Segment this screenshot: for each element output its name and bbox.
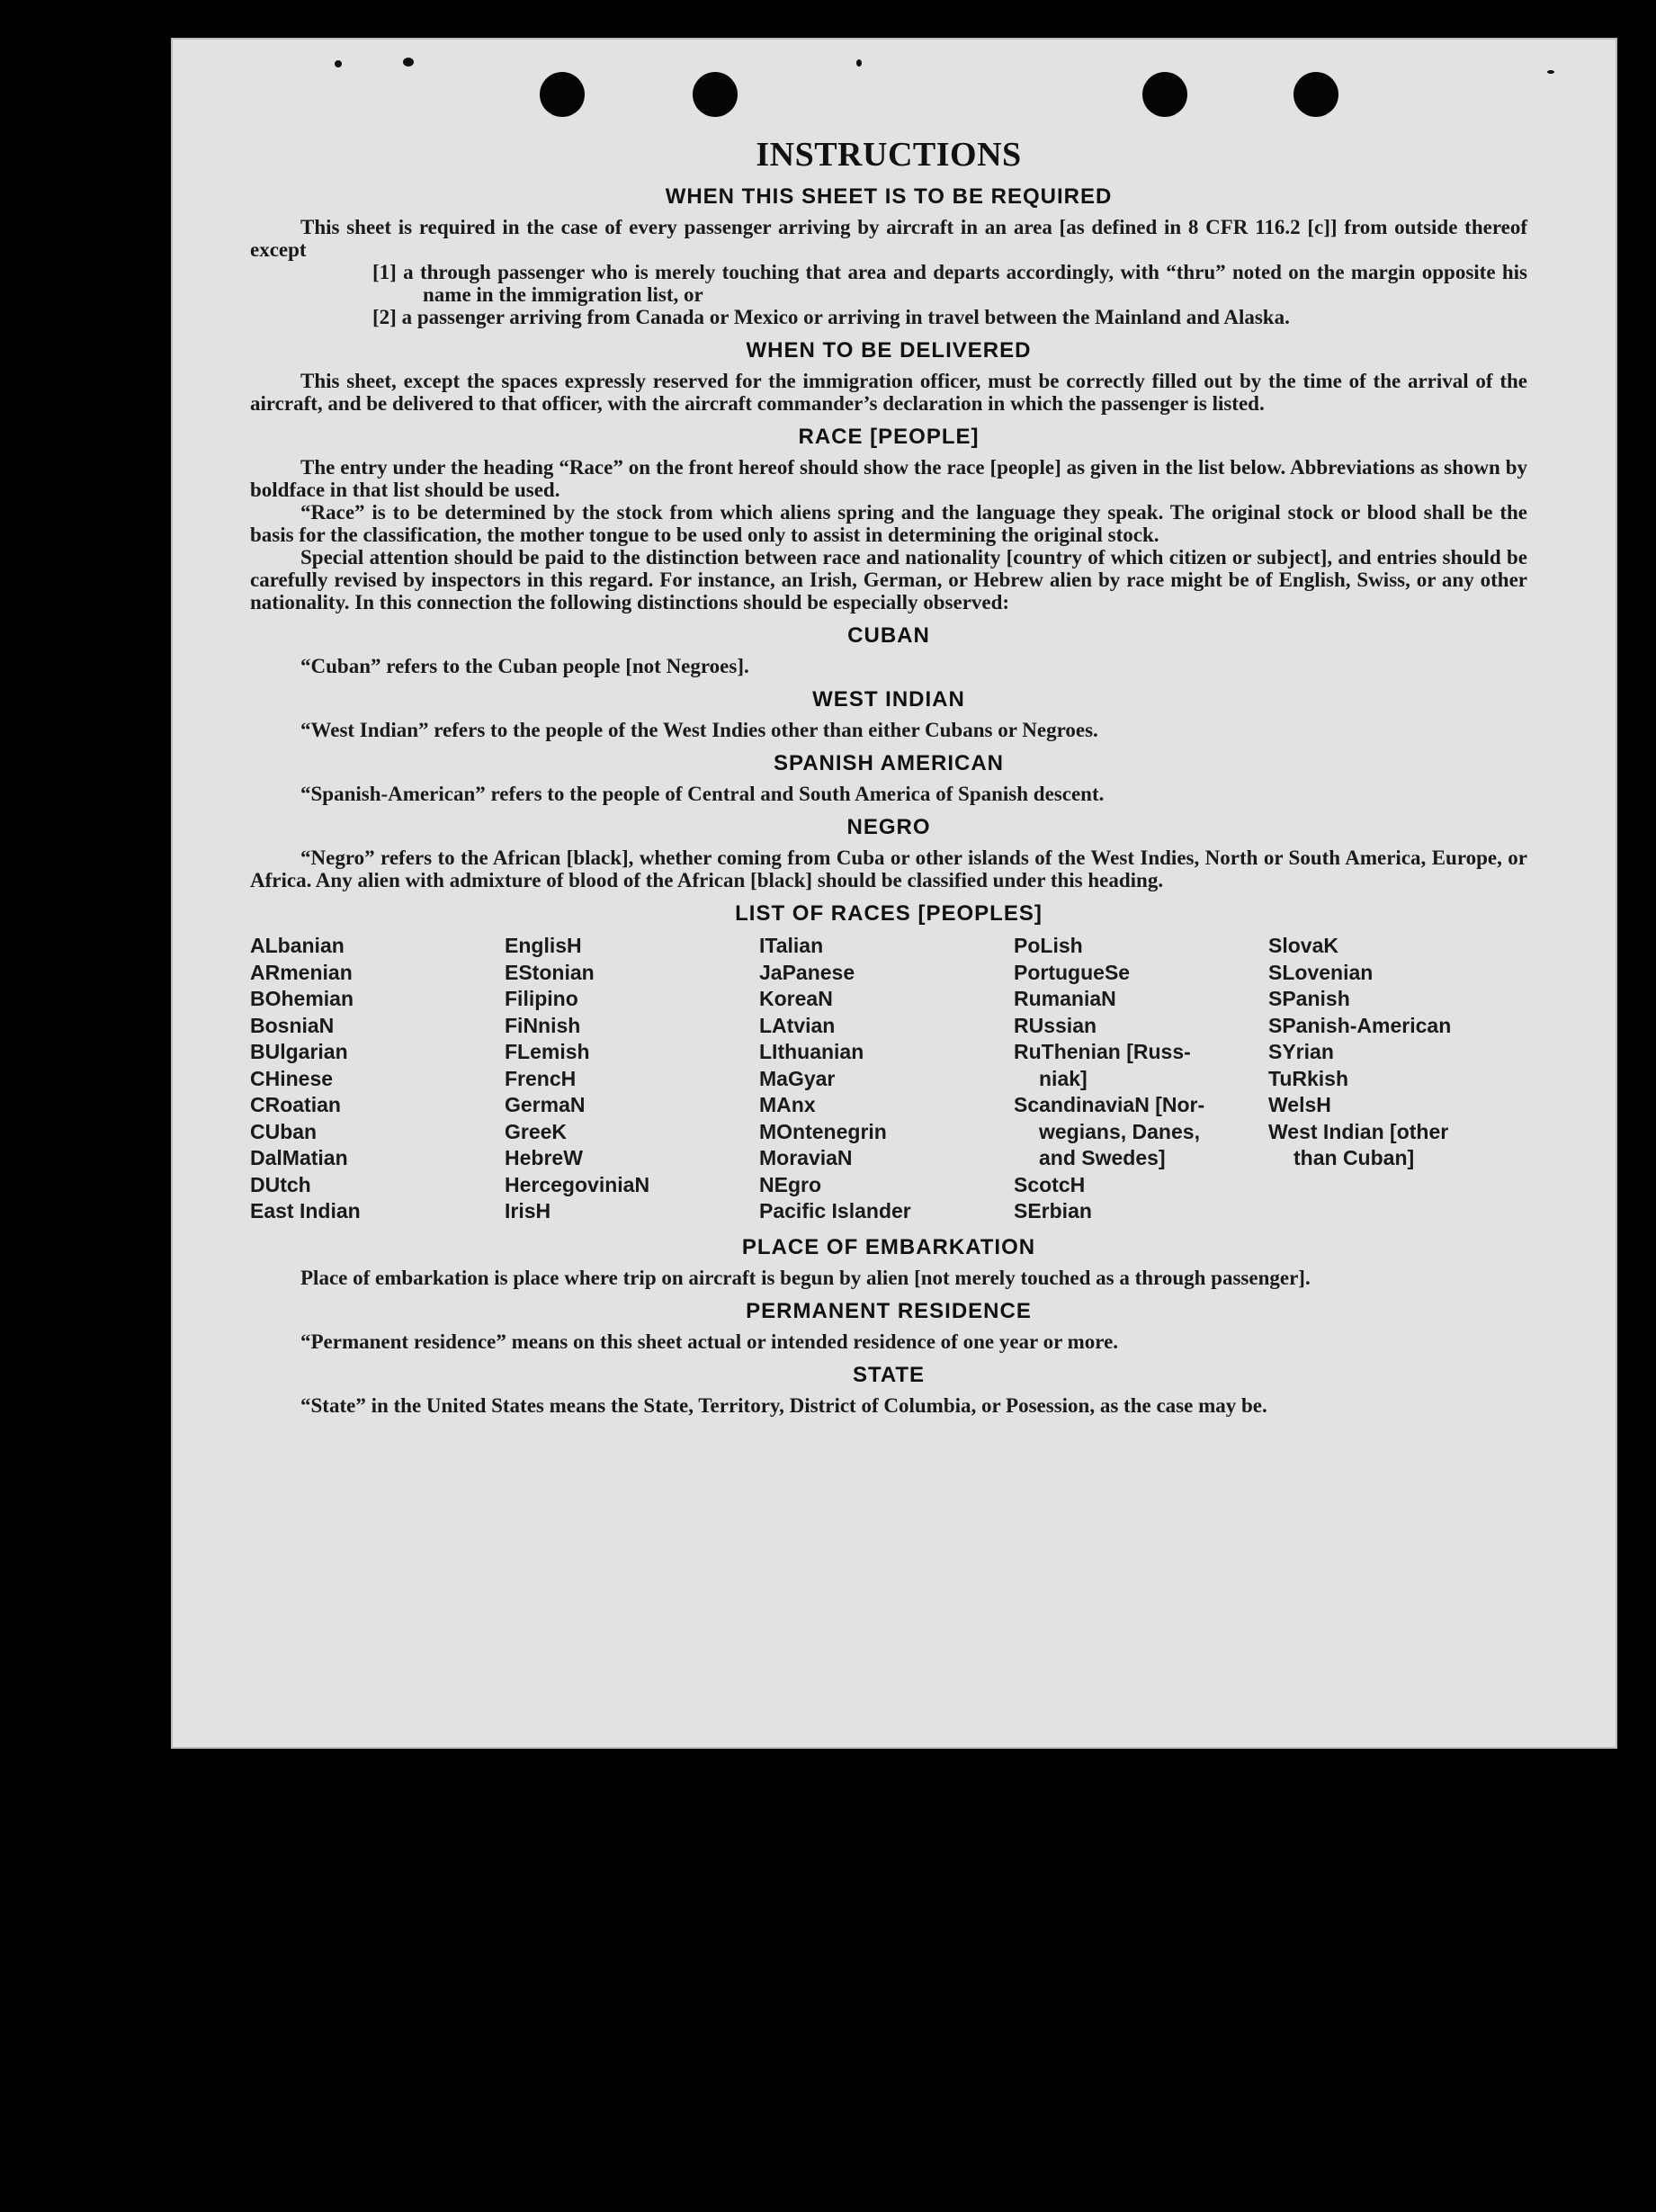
race-item-continuation: niak] — [1039, 1066, 1088, 1090]
residence-text: “Permanent residence” means on this sheet actual or intended residence of one year or more. — [300, 1330, 1119, 1353]
race-item: HebreW — [505, 1146, 583, 1169]
race-item: CHinese — [250, 1066, 334, 1090]
races-column — [250, 933, 505, 1225]
race-item: GermaN — [505, 1093, 586, 1116]
race-item: EnglisH — [505, 934, 582, 957]
race-item: SLovenian — [1268, 960, 1374, 984]
race-item: JaPanese — [759, 960, 855, 984]
race-item: BosniaN — [250, 1013, 335, 1037]
races-column — [1014, 933, 1268, 1225]
race-item: SPanish — [1268, 987, 1350, 1010]
race-item: BOhemian — [250, 987, 354, 1010]
race-item: CUban — [250, 1119, 318, 1143]
race-paragraph: “Race” is to be determined by the stock from which aliens spring and the language they speak. The original stock or blood shall be the basis for the classification, the mother tongue to be used only to assist in determining the original stock. — [250, 501, 1527, 546]
race-item: MAnx — [759, 1093, 816, 1116]
page-title: INSTRUCTIONS — [756, 136, 1022, 174]
race-item: ARmenian — [250, 960, 353, 984]
race-item: TuRkish — [1268, 1066, 1349, 1090]
race-item: MOntenegrin — [759, 1119, 887, 1143]
race-item: LAtvian — [759, 1013, 836, 1037]
heading-west-indian: WEST INDIAN — [812, 687, 965, 712]
race-item: ITalian — [759, 934, 824, 957]
race-paragraph: The entry under the heading “Race” on the front hereof should show the race [people] as given in the list below. Abbreviations as shown by boldface in that list should be used. — [250, 456, 1527, 501]
races-column — [505, 933, 759, 1225]
heading-delivered: WHEN TO BE DELIVERED — [746, 338, 1032, 363]
delivered-text: This sheet, except the spaces expressly reserved for the immigration officer, must be correctly filled out by the time of the arrival of the aircraft, and be delivered to that officer, with the aircraft commander’s declaration in which the passenger is listed. — [250, 370, 1527, 415]
race-item: LIthuanian — [759, 1040, 864, 1063]
exception-item: [1] a through passenger who is merely touching that area and departs accordingly, with “thru” noted on the margin opposite his name in the immigration list, or — [372, 261, 1527, 306]
race-item: SPanish-American — [1268, 1013, 1452, 1037]
heading-negro: NEGRO — [846, 815, 931, 839]
race-item: ScotcH — [1014, 1172, 1086, 1196]
speck — [403, 58, 414, 67]
speck — [335, 60, 342, 67]
race-item-continuation: wegians, Danes, — [1039, 1119, 1200, 1143]
race-item: WelsH — [1268, 1093, 1331, 1116]
heading-spanish-american: SPANISH AMERICAN — [773, 751, 1004, 775]
race-item: CRoatian — [250, 1093, 341, 1116]
heading-list-of-races: LIST OF RACES [PEOPLES] — [735, 901, 1043, 926]
race-paragraph: Special attention should be paid to the distinction between race and nationality [country of which citizen or subject], and entries should be carefully revised by inspectors in this regard. For instance, an Irish, German, or Hebrew alien by race might be of English, Swiss, or any other nationality. In this connection the following distinctions should be especially observed: — [250, 546, 1527, 613]
race-item: KoreaN — [759, 987, 833, 1010]
race-item: Filipino — [505, 987, 578, 1010]
cuban-text: “Cuban” refers to the Cuban people [not Negroes]. — [300, 655, 749, 677]
races-column — [759, 933, 1014, 1225]
exception-item: [2] a passenger arriving from Canada or Mexico or arriving in travel between the Mainland and Alaska. — [372, 306, 1290, 328]
spanish-american-text: “Spanish-American” refers to the people of Central and South America of Spanish descent. — [300, 783, 1105, 805]
race-item: RUssian — [1014, 1013, 1097, 1037]
races-column — [1268, 933, 1527, 1225]
punch-hole — [540, 72, 585, 117]
race-item: DalMatian — [250, 1146, 348, 1169]
race-item: EStonian — [505, 960, 595, 984]
heading-embarkation: PLACE OF EMBARKATION — [741, 1234, 1036, 1259]
race-item: FLemish — [505, 1040, 590, 1063]
race-item: West Indian [other — [1268, 1119, 1449, 1143]
speck — [856, 59, 862, 67]
instructions-content — [250, 135, 1527, 1417]
heading-required: WHEN THIS SHEET IS TO BE REQUIRED — [665, 184, 1113, 209]
west-indian-text: “West Indian” refers to the people of the West Indies other than either Cubans or Negroes. — [300, 719, 1098, 741]
negro-text: “Negro” refers to the African [black], whether coming from Cuba or other islands of the West Indies, North or South America, Europe, or Africa. Any alien with admixture of blood of the African [black] should be classified under this heading. — [250, 846, 1527, 891]
race-item-continuation: than Cuban] — [1293, 1146, 1415, 1169]
race-item-continuation: and Swedes] — [1039, 1146, 1166, 1169]
race-item: SYrian — [1268, 1040, 1334, 1063]
race-item: DUtch — [250, 1172, 311, 1196]
race-item: SErbian — [1014, 1199, 1092, 1222]
race-item: BUlgarian — [250, 1040, 348, 1063]
race-item: ScandinaviaN [Nor- — [1014, 1093, 1205, 1116]
embarkation-text: Place of embarkation is place where trip on aircraft is begun by alien [not merely touched as a through passenger]. — [300, 1266, 1311, 1289]
heading-race: RACE [PEOPLE] — [798, 425, 980, 449]
heading-residence: PERMANENT RESIDENCE — [746, 1298, 1032, 1323]
race-item: MaGyar — [759, 1066, 836, 1090]
race-item: PortugueSe — [1014, 960, 1131, 984]
race-item: FiNnish — [505, 1013, 581, 1037]
speck — [1547, 70, 1554, 74]
punch-hole — [1293, 72, 1338, 117]
race-item: East Indian — [250, 1199, 361, 1222]
document-page — [171, 38, 1617, 1749]
race-item: NEgro — [759, 1172, 821, 1196]
required-intro: This sheet is required in the case of every passenger arriving by aircraft in an area [as defined in 8 CFR 116.2 [c]] from outside thereof except — [250, 216, 1527, 261]
race-item: Pacific Islander — [759, 1199, 911, 1222]
punch-hole — [693, 72, 738, 117]
punch-hole — [1142, 72, 1187, 117]
race-item: FrencH — [505, 1066, 577, 1090]
state-text: “State” in the United States means the State, Territory, District of Columbia, or Posession, as the case may be. — [300, 1393, 1267, 1417]
race-item: MoraviaN — [759, 1146, 853, 1169]
heading-cuban: CUBAN — [847, 623, 930, 648]
race-item: ALbanian — [250, 934, 345, 957]
heading-state: STATE — [852, 1362, 926, 1387]
races-list — [250, 933, 1527, 1225]
race-item: PoLish — [1014, 934, 1083, 957]
race-item: RumaniaN — [1014, 987, 1116, 1010]
race-item: IrisH — [505, 1199, 551, 1222]
race-item: RuThenian [Russ- — [1014, 1040, 1191, 1063]
race-item: HercegoviniaN — [505, 1172, 650, 1196]
race-item: GreeK — [505, 1119, 568, 1143]
race-item: SlovaK — [1268, 934, 1338, 957]
